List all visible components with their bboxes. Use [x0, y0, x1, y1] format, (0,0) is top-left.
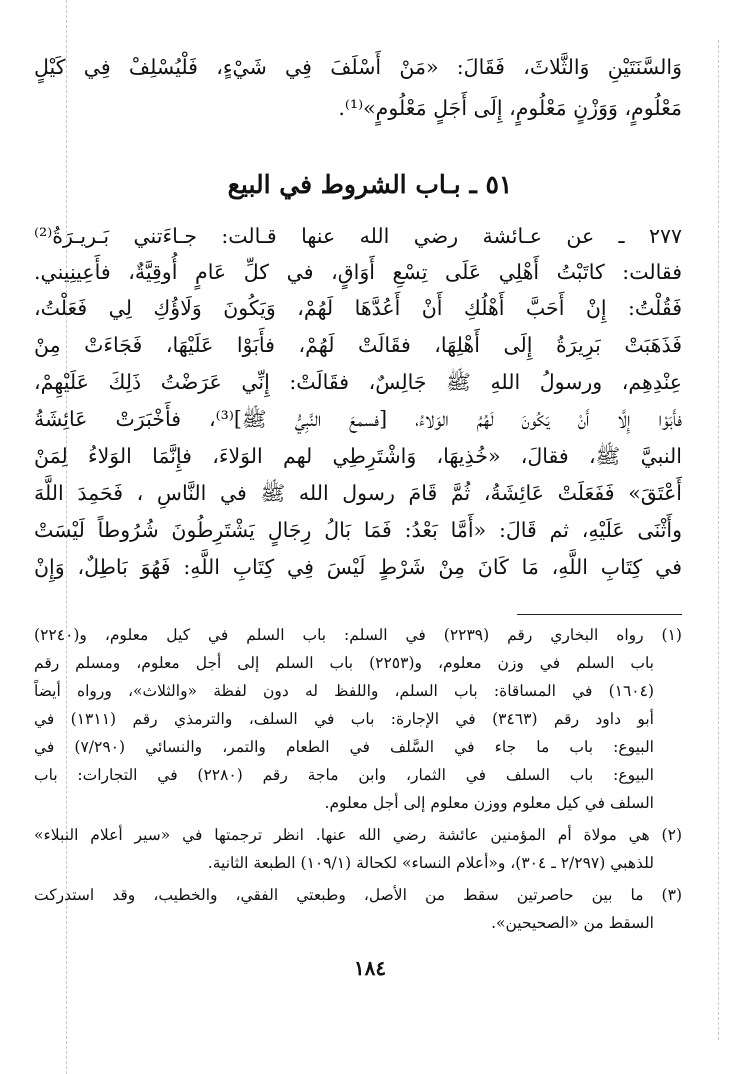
footnote-line: للذهبي (٢/٢٩٧ ـ ٣٠٤)، و«أعلام النساء» لكحالة (١٠٩/١) الطبعة الثانية. — [207, 854, 654, 872]
footnote-line: (١) رواه البخاري رقم (٢٢٣٩) في السلم: باب السلم في كيل معلوم، و(٢٢٤٠) — [34, 626, 682, 644]
page-number: ١٨٤ — [353, 956, 387, 980]
footnote-line: البيوع: باب السلف في الثمار، وابن ماجة رقم (٢٢٨٠) في التجارات: باب — [34, 766, 654, 784]
footnote-line: أبو داود رقم (٣٤٦٣) في الإجارة: باب في السلف، والترمذي رقم (١٣١١) في — [34, 710, 654, 728]
hadith-line: فقالت: كاتَبْتُ أَهْلِي عَلَى تِسْعِ أَوَاقٍ، في كلِّ عَامٍ أُوقِيَّةٌ، فأَعِينِيني. — [34, 260, 682, 284]
hadith-line: فأَبَوْا إِلَّا أَنْ يَكُونَ لَهُمُ الوَلاءُ، [فسمعَ النَّبِيُّ ﷺ]⁽³⁾، فأَخْبَرَتْ عَائِشَةُ — [34, 407, 682, 431]
hadith-line: ٢٧٧ ـ عن عـائشة رضي الله عنها قـالت: جـاءَتني بَـريـرَةُ⁽²⁾ — [34, 224, 682, 248]
footnote-line: (٢) هي مولاة أم المؤمنين عائشة رضي الله عنها. انظر ترجمتها في «سير أعلام النبلاء» — [34, 826, 682, 844]
hadith-line: أَعْتَقَ» فَفَعَلَتْ عَائِشَةُ، ثُمَّ قَامَ رسول الله ﷺ في النَّاسِ ، فَحَمِدَ اللَّهَ — [34, 481, 682, 505]
hadith-line: عِنْدِهِم، ورسولُ اللهِ ﷺ جَالِسٌ، فقَالَتْ: إِنِّي عَرَضْتُ ذَلِكَ عَلَيْهِمْ، — [34, 370, 682, 394]
chapter-heading: ٥١ ـ بـاب الشروط في البيع — [227, 170, 513, 199]
hadith-line: وأَثْنَى عَلَيْهِ، ثم قَالَ: «أَمَّا بَعْدُ: فَمَا بَالُ رِجَالٍ يَشْتَرِطُونَ شُرُوطاً لَيْسَتْ — [34, 518, 682, 542]
footnote-line: السلف في كيل معلوم ووزن معلوم إلى أجل معلوم. — [324, 794, 654, 812]
hadith-line: النبيَّ ﷺ، فقالَ، «خُذِيهَا، وَاشْتَرِطِي لهم الوَلاءَ، فإِنَّمَا الوَلاءُ لِمَنْ — [34, 444, 682, 468]
hadith-line: فَقُلْتُ: إِنْ أَحَبَّ أَهْلُكِ أَنْ أَعُدَّهَا لَهُمْ، وَيَكُونَ وَلَاؤُكِ لِي فَعَلْتُ، — [34, 296, 682, 320]
hadith-line: في كِتَابِ اللَّهِ، مَا كَانَ مِنْ شَرْطٍ لَيْسَ فِي كِتَابِ اللَّهِ: فَهُوَ بَاطِلٌ، وَإِنْ — [34, 555, 682, 579]
footnote-line: (١٦٠٤) في المساقاة: باب السلم، واللفظ له دون لفظة «والثلاث»، ورواه أيضاً — [34, 682, 654, 700]
hadith-line: فَذَهَبَتْ بَرِيرَةُ إِلَى أَهْلِهَا، فقَالَتْ لَهُمْ، فأَبَوْا عَلَيْهَا، فَجَاءَتْ مِنْ — [34, 333, 682, 357]
body-line: وَالسَّنَتَيْنِ وَالثَّلاثَ، فَقَالَ: «مَنْ أَسْلَفَ فِي شَيْءٍ، فَلْيُسْلِفْ فِي كَيْلٍ — [34, 55, 682, 79]
body-line: مَعْلُومٍ، وَوَزْنٍ مَعْلُومٍ، إِلَى أَجَلٍ مَعْلُومٍ»⁽¹⁾. — [338, 96, 682, 120]
footnote-line: (٣) ما بين حاصرتين سقط من الأصل، وطبعتي الفقي، والخطيب، وقد استدركت — [34, 886, 682, 904]
footnote-line: باب السلم في وزن معلوم، و(٢٢٥٣) باب السلم إلى أجل معلوم، ومسلم رقم — [34, 654, 654, 672]
footnote-separator — [517, 614, 682, 615]
footnote-line: السقط من «الصحيحين». — [491, 914, 654, 932]
footnote-line: البيوع: باب ما جاء في السَّلف في الطعام والتمر، والنسائي (٧/٢٩٠) في — [34, 738, 654, 756]
